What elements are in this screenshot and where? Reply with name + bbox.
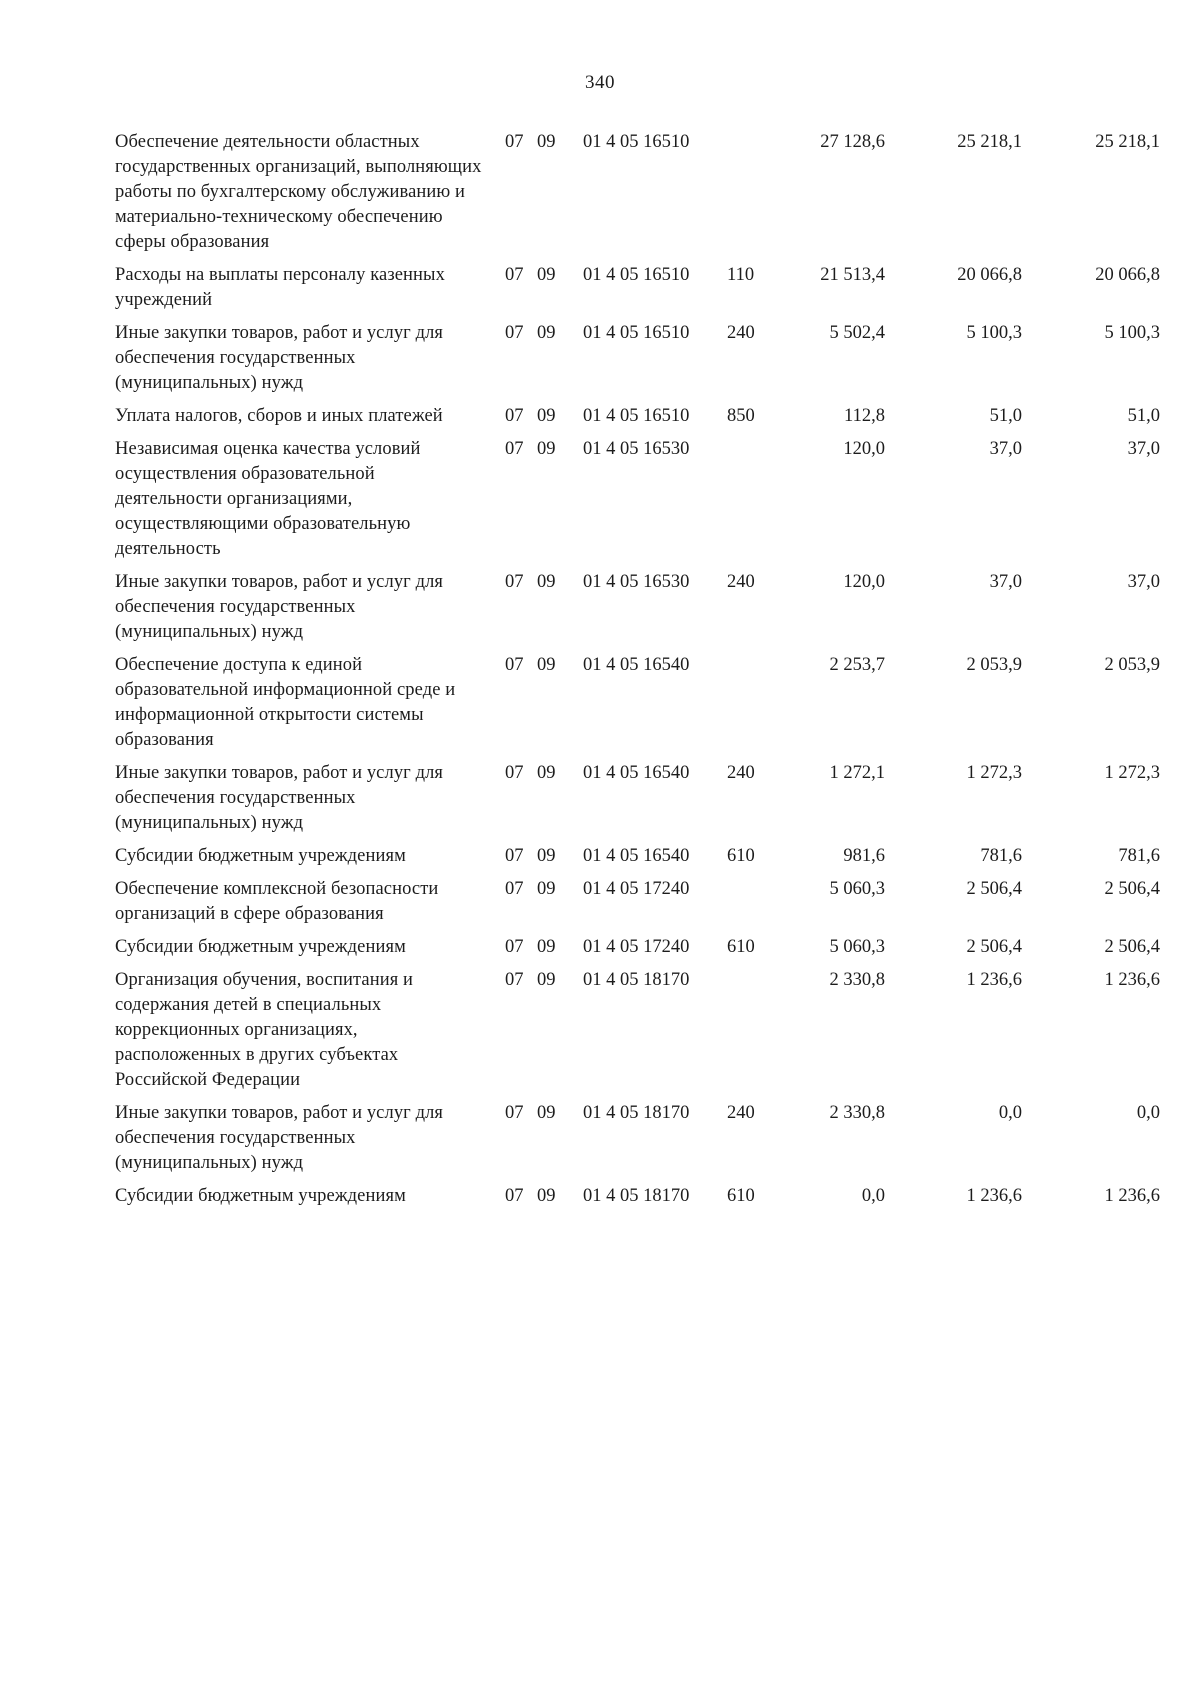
section-code: 07 (505, 970, 524, 990)
section-code: 07 (505, 655, 524, 675)
expense-type-code: 610 (727, 1186, 755, 1206)
expense-name: Иные закупки товаров, работ и услуг для обеспечения государственных (муниципальных) нужд (115, 1103, 444, 1173)
expense-type-code: 240 (727, 1103, 755, 1123)
amount-year-3: 5 100,3 (1104, 323, 1160, 343)
amount-year-2: 781,6 (980, 846, 1022, 866)
amount-year-1: 5 060,3 (829, 879, 885, 899)
amount-year-3: 2 506,4 (1104, 937, 1160, 957)
amount-year-1: 120,0 (843, 572, 885, 592)
amount-year-2: 2 053,9 (966, 655, 1022, 675)
expense-name: Расходы на выплаты персоналу казенных учреждений (115, 265, 445, 310)
amount-year-2: 1 272,3 (966, 763, 1022, 783)
section-code: 07 (505, 846, 524, 866)
table-row (115, 844, 1185, 869)
target-article-code: 01 4 05 16530 (583, 572, 690, 592)
target-article-code: 01 4 05 16530 (583, 439, 690, 459)
page-number: 340 (585, 72, 615, 93)
amount-year-2: 0,0 (998, 1103, 1022, 1123)
target-article-code: 01 4 05 18170 (583, 1103, 690, 1123)
expense-type-code: 240 (727, 763, 755, 783)
expense-type-code: 240 (727, 323, 755, 343)
table-row (115, 1101, 1185, 1176)
amount-year-1: 27 128,6 (820, 132, 885, 152)
target-article-code: 01 4 05 16540 (583, 655, 690, 675)
amount-year-3: 2 506,4 (1104, 879, 1160, 899)
amount-year-1: 2 330,8 (829, 970, 885, 990)
amount-year-3: 37,0 (1127, 439, 1160, 459)
amount-year-3: 0,0 (1136, 1103, 1160, 1123)
section-code: 07 (505, 439, 524, 459)
amount-year-3: 20 066,8 (1095, 265, 1160, 285)
expense-name: Субсидии бюджетным учреждениям (115, 937, 406, 957)
section-code: 07 (505, 323, 524, 343)
amount-year-1: 2 330,8 (829, 1103, 885, 1123)
subsection-code: 09 (537, 1186, 556, 1206)
subsection-code: 09 (537, 879, 556, 899)
target-article-code: 01 4 05 17240 (583, 937, 690, 957)
expense-name: Обеспечение деятельности областных государственных организаций, выполняющих работы по бухгалтерскому обслуживанию и материально-техническому обеспечению сферы образования (115, 132, 482, 252)
expense-name: Иные закупки товаров, работ и услуг для обеспечения государственных (муниципальных) нужд (115, 323, 444, 393)
amount-year-2: 37,0 (989, 572, 1022, 592)
section-code: 07 (505, 265, 524, 285)
table-row (115, 570, 1185, 645)
subsection-code: 09 (537, 265, 556, 285)
expense-name: Субсидии бюджетным учреждениям (115, 1186, 406, 1206)
target-article-code: 01 4 05 16540 (583, 763, 690, 783)
target-article-code: 01 4 05 16510 (583, 132, 690, 152)
subsection-code: 09 (537, 846, 556, 866)
amount-year-1: 5 502,4 (829, 323, 885, 343)
amount-year-1: 1 272,1 (829, 763, 885, 783)
expense-type-code: 850 (727, 406, 755, 426)
table-row (115, 437, 1185, 562)
expense-name: Иные закупки товаров, работ и услуг для обеспечения государственных (муниципальных) нужд (115, 572, 444, 642)
expense-name: Иные закупки товаров, работ и услуг для обеспечения государственных (муниципальных) нужд (115, 763, 444, 833)
amount-year-1: 120,0 (843, 439, 885, 459)
table-row (115, 263, 1185, 313)
expense-name: Организация обучения, воспитания и содержания детей в специальных коррекционных организациях, расположенных в других субъектах Российской Федерации (115, 970, 414, 1090)
subsection-code: 09 (537, 970, 556, 990)
amount-year-2: 51,0 (989, 406, 1022, 426)
section-code: 07 (505, 572, 524, 592)
amount-year-1: 2 253,7 (829, 655, 885, 675)
amount-year-3: 51,0 (1127, 406, 1160, 426)
expense-name: Уплата налогов, сборов и иных платежей (115, 406, 443, 426)
target-article-code: 01 4 05 17240 (583, 879, 690, 899)
amount-year-2: 5 100,3 (966, 323, 1022, 343)
target-article-code: 01 4 05 16540 (583, 846, 690, 866)
amount-year-2: 20 066,8 (957, 265, 1022, 285)
amount-year-2: 1 236,6 (966, 1186, 1022, 1206)
amount-year-1: 0,0 (861, 1186, 885, 1206)
target-article-code: 01 4 05 18170 (583, 1186, 690, 1206)
subsection-code: 09 (537, 406, 556, 426)
table-row (115, 761, 1185, 836)
amount-year-1: 5 060,3 (829, 937, 885, 957)
amount-year-2: 2 506,4 (966, 879, 1022, 899)
table-row (115, 877, 1185, 927)
table-row (115, 653, 1185, 753)
target-article-code: 01 4 05 16510 (583, 323, 690, 343)
expense-name: Субсидии бюджетным учреждениям (115, 846, 406, 866)
amount-year-2: 25 218,1 (957, 132, 1022, 152)
subsection-code: 09 (537, 439, 556, 459)
expense-name: Независимая оценка качества условий осуществления образовательной деятельности организациями, осуществляющими образовательную деятельность (115, 439, 421, 559)
expense-type-code: 240 (727, 572, 755, 592)
section-code: 07 (505, 763, 524, 783)
budget-table (115, 130, 1185, 1217)
subsection-code: 09 (537, 572, 556, 592)
amount-year-1: 21 513,4 (820, 265, 885, 285)
target-article-code: 01 4 05 16510 (583, 406, 690, 426)
amount-year-3: 781,6 (1118, 846, 1160, 866)
table-row (115, 1184, 1185, 1209)
table-row (115, 935, 1185, 960)
subsection-code: 09 (537, 1103, 556, 1123)
section-code: 07 (505, 132, 524, 152)
expense-type-code: 110 (727, 265, 755, 285)
section-code: 07 (505, 1103, 524, 1123)
amount-year-2: 37,0 (989, 439, 1022, 459)
section-code: 07 (505, 1186, 524, 1206)
section-code: 07 (505, 879, 524, 899)
expense-type-code: 610 (727, 846, 755, 866)
target-article-code: 01 4 05 18170 (583, 970, 690, 990)
expense-name: Обеспечение доступа к единой образовательной информационной среде и информационной открытости системы образования (115, 655, 456, 750)
table-row (115, 968, 1185, 1093)
subsection-code: 09 (537, 763, 556, 783)
expense-type-code: 610 (727, 937, 755, 957)
amount-year-3: 2 053,9 (1104, 655, 1160, 675)
expense-name: Обеспечение комплексной безопасности организаций в сфере образования (115, 879, 439, 924)
table-row (115, 404, 1185, 429)
amount-year-3: 37,0 (1127, 572, 1160, 592)
subsection-code: 09 (537, 937, 556, 957)
amount-year-2: 1 236,6 (966, 970, 1022, 990)
subsection-code: 09 (537, 323, 556, 343)
amount-year-1: 981,6 (843, 846, 885, 866)
target-article-code: 01 4 05 16510 (583, 265, 690, 285)
amount-year-1: 112,8 (844, 406, 885, 426)
amount-year-3: 1 236,6 (1104, 970, 1160, 990)
amount-year-2: 2 506,4 (966, 937, 1022, 957)
amount-year-3: 1 236,6 (1104, 1186, 1160, 1206)
table-row (115, 321, 1185, 396)
amount-year-3: 25 218,1 (1095, 132, 1160, 152)
subsection-code: 09 (537, 655, 556, 675)
subsection-code: 09 (537, 132, 556, 152)
section-code: 07 (505, 406, 524, 426)
amount-year-3: 1 272,3 (1104, 763, 1160, 783)
section-code: 07 (505, 937, 524, 957)
table-row (115, 130, 1185, 255)
